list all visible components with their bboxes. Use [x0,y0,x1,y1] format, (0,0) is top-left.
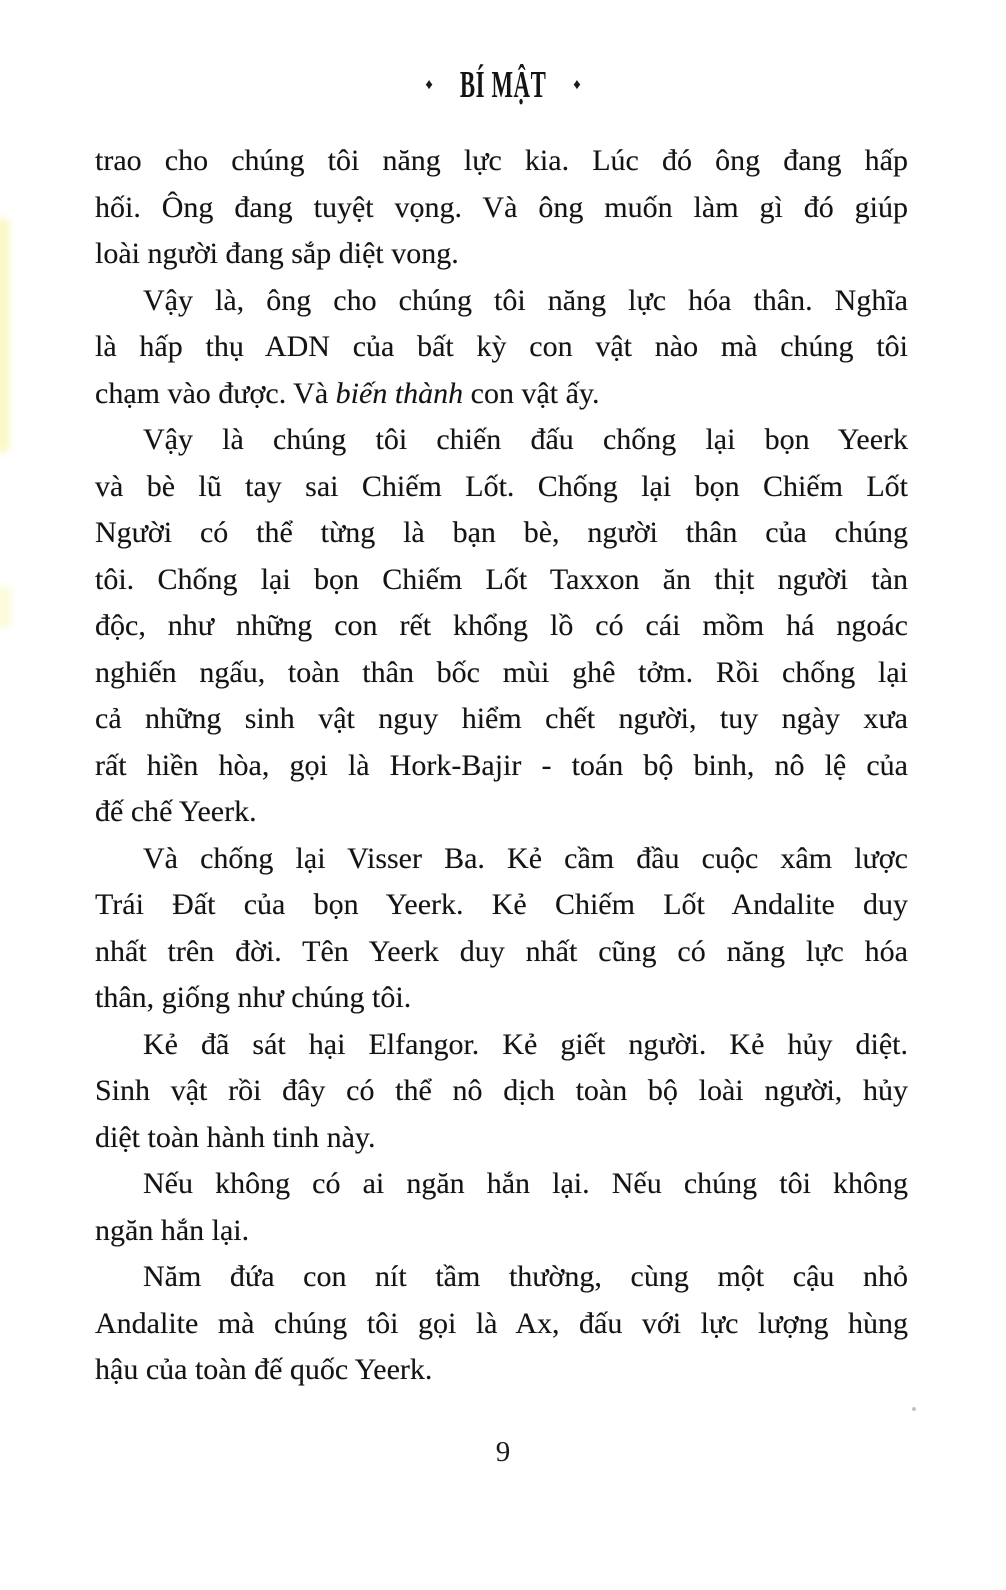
text-line [95,278,908,325]
text-line [95,231,908,278]
text-run: trao cho chúng tôi năng lực kia. Lúc đó ông đang hấp [95,144,908,177]
text-run: loài người đang sắp diệt vong. [95,237,459,270]
text-run: Năm đứa con nít tầm thường, cùng một cậu nhỏ [143,1260,908,1293]
text-run: Người có thể từng là bạn bè, người thân của chúng [95,516,908,549]
running-header-title: BÍ MẬT [459,64,547,106]
text-line [95,1254,908,1301]
text-line [95,975,908,1022]
text-run: Sinh vật rồi đây có thể nô dịch toàn bộ loài người, hủy [95,1074,908,1107]
text-line [95,1301,908,1348]
scan-stain-top-left [0,218,9,453]
dust-speck [912,1407,916,1411]
text-line [95,1208,908,1255]
text-line [95,138,908,185]
body-text [95,138,908,1394]
text-run: Và chống lại Visser Ba. Kẻ cầm đầu cuộc xâm lược [143,841,908,875]
text-run: rất hiền hòa, gọi là Hork-Bajir - toán bộ binh, nô lệ của [95,748,908,782]
text-line [95,557,908,604]
text-line [95,371,908,418]
text-line [95,324,908,371]
page-number: 9 [495,1436,511,1468]
text-line [95,1347,908,1394]
italic-text-run: biến thành [335,376,464,410]
text-run: hậu của toàn đế quốc Yeerk. [95,1353,433,1386]
text-run: hối. Ông đang tuyệt vọng. Và ông muốn làm gì đó giúp [95,190,908,224]
text-line [95,603,908,650]
text-run: diệt toàn hành tinh này. [95,1120,376,1154]
text-line [95,185,908,232]
text-line [95,882,908,929]
text-line [95,789,908,836]
scan-stain-mid-left [0,586,11,628]
text-run: Andalite mà chúng tôi gọi là Ax, đấu với lực lượng hùng [95,1306,908,1340]
text-run: đế chế Yeerk. [95,795,257,828]
text-run: nhất trên đời. Tên Yeerk duy nhất cũng có năng lực hóa [95,934,908,968]
text-line [95,510,908,557]
text-run: nghiến ngấu, toàn thân bốc mùi ghê tởm. Rồi chống lại [95,655,908,689]
text-line [95,1068,908,1115]
text-run: thân, giống như chúng tôi. [95,981,412,1014]
text-run: cả những sinh vật nguy hiểm chết người, tuy ngày xưa [95,702,908,735]
text-run: và bè lũ tay sai Chiếm Lốt. Chống lại bọn Chiếm Lốt [95,469,908,503]
text-run: độc, như những con rết khổng lồ có cái mồm há ngoác [95,609,908,642]
text-run: tôi. Chống lại bọn Chiếm Lốt Taxxon ăn thịt người tàn [95,562,908,596]
text-run: Kẻ đã sát hại Elfangor. Kẻ giết người. Kẻ hủy diệt. [143,1027,908,1061]
text-run: Vậy là, ông cho chúng tôi năng lực hóa thân. Nghĩa [143,283,908,317]
text-run: ngăn hắn lại. [95,1213,250,1247]
running-header [0,66,1006,104]
diamond-bullet-right-icon: ♦ [573,76,581,93]
text-run: Nếu không có ai ngăn hắn lại. Nếu chúng tôi không [143,1167,908,1200]
text-run: là hấp thụ ADN của bất kỳ con vật nào mà chúng tôi [95,330,908,363]
text-line [95,1161,908,1208]
text-line [95,417,908,464]
text-line [95,1115,908,1162]
text-run: Trái Đất của bọn Yeerk. Kẻ Chiếm Lốt Andalite duy [95,888,908,921]
text-run: chạm vào được. Và [95,376,336,410]
text-line [95,696,908,743]
text-line [95,650,908,697]
text-line [95,464,908,511]
text-line [95,743,908,790]
text-line [95,929,908,976]
text-line [95,836,908,883]
text-line [95,1022,908,1069]
diamond-bullet-left-icon: ♦ [425,76,433,93]
text-run: Vậy là chúng tôi chiến đấu chống lại bọn Yeerk [143,423,908,456]
text-run: con vật ấy. [463,376,600,410]
